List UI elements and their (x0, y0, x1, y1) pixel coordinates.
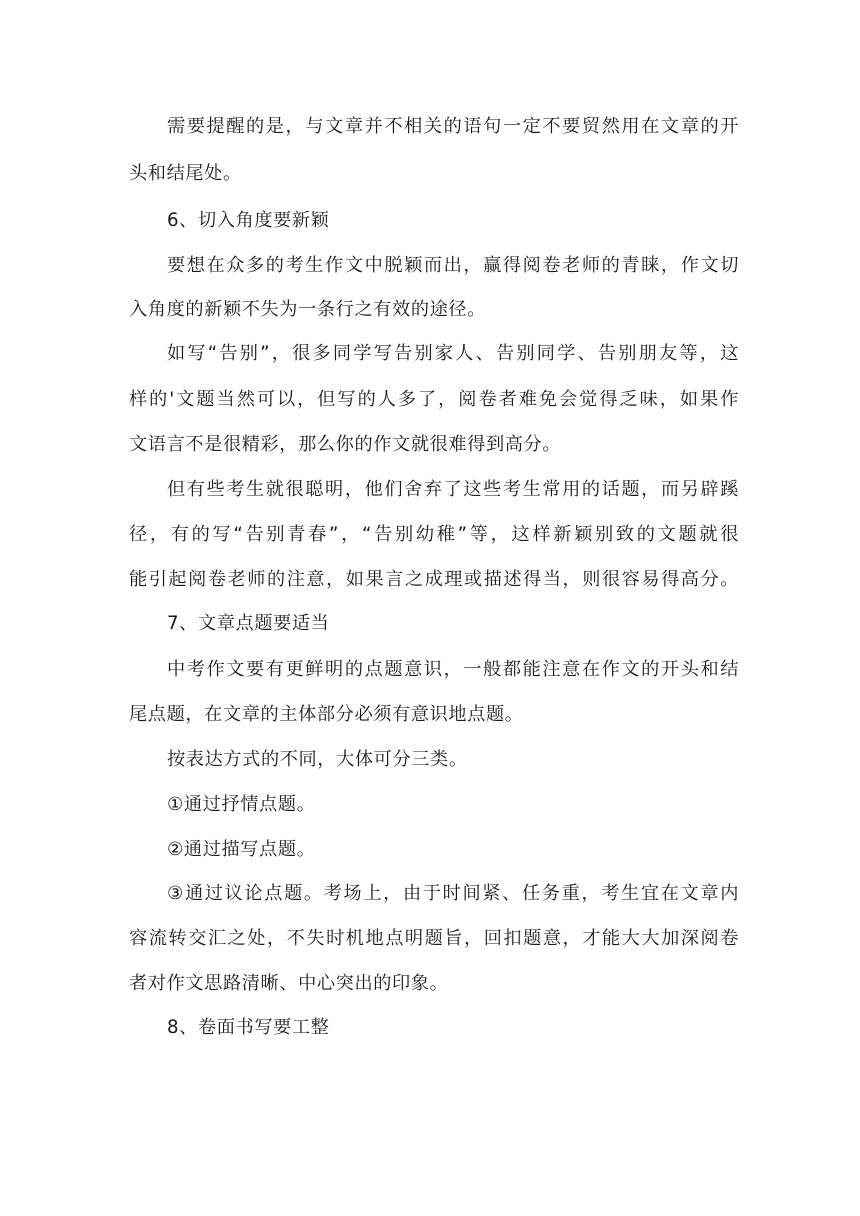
paragraph-line: 容流转交汇之处，不失时机地点明题旨，回扣题意，才能大大加深阅卷 (129, 928, 739, 949)
paragraph-line: 径，有的写“告别青春”，“告别幼稚”等，这样新颖别致的文题就很 (129, 524, 739, 545)
list-item: ①通过抒情点题。 (167, 794, 316, 815)
section-heading: 6、切入角度要新颖 (167, 210, 330, 231)
paragraph-line: 样的'文题当然可以，但写的人多了，阅卷者难免会觉得乏味，如果作 (129, 389, 739, 410)
paragraph-line: 中考作文要有更鲜明的点题意识，一般都能注意在作文的开头和结 (167, 659, 739, 680)
paragraph-line: 文语言不是很精彩，那么你的作文就很难得到高分。 (129, 434, 562, 455)
paragraph-line: 需要提醒的是，与文章并不相关的语句一定不要贸然用在文章的开 (167, 116, 739, 137)
section-heading: 7、文章点题要适当 (167, 613, 330, 634)
paragraph-line: 要想在众多的考生作文中脱颖而出，赢得阅卷老师的青睐，作文切 (167, 255, 739, 276)
paragraph-line: 能引起阅卷老师的注意，如果言之成理或描述得当，则很容易得高分。 (129, 569, 739, 590)
paragraph-line: 按表达方式的不同，大体可分三类。 (167, 749, 468, 770)
paragraph-line: 如写“告别”，很多同学写告别家人、告别同学、告别朋友等，这 (167, 343, 739, 364)
paragraph-line: 但有些考生就很聪明，他们舍弃了这些考生常用的话题，而另辟蹊 (167, 479, 739, 500)
list-item: ③通过议论点题。考场上，由于时间紧、任务重，考生宜在文章内 (167, 883, 739, 904)
paragraph-line: 尾点题，在文章的主体部分必须有意识地点题。 (129, 704, 524, 725)
paragraph-line: 者对作文思路清晰、中心突出的印象。 (129, 973, 449, 994)
paragraph-line: 入角度的新颖不失为一条行之有效的途径。 (129, 299, 486, 320)
paragraph-line: 头和结尾处。 (129, 163, 242, 184)
list-item: ②通过描写点题。 (167, 839, 316, 860)
section-heading: 8、卷面书写要工整 (167, 1017, 330, 1038)
